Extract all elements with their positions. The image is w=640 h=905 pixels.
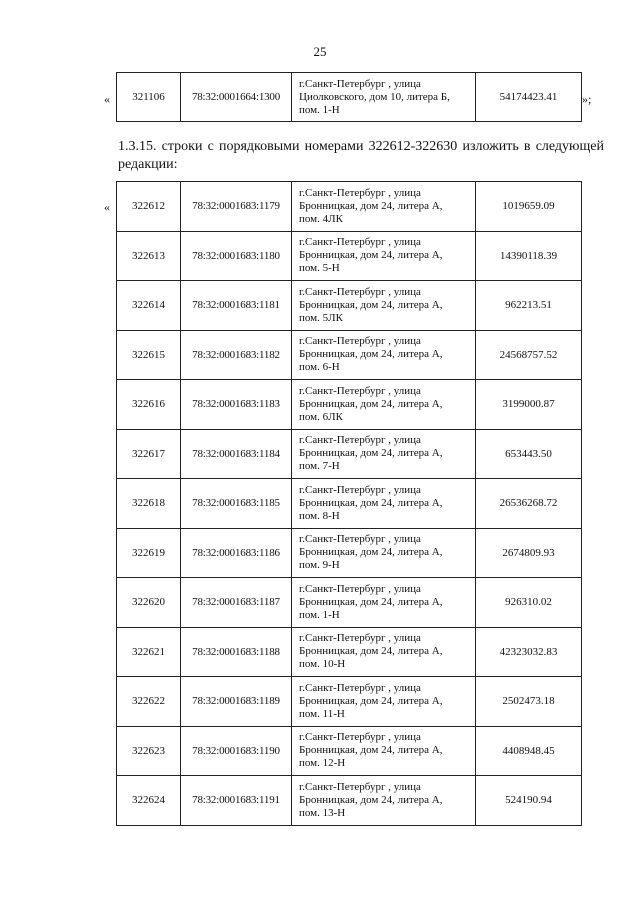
cadastral-value-cell: 524190.94: [476, 776, 582, 826]
address-line: Бронницкая, дом 24, литера А,: [299, 694, 443, 707]
table-body: [117, 182, 582, 826]
table-row: [117, 726, 582, 776]
address-cell: [292, 73, 476, 122]
cadastral-number-cell: 78:32:0001683:1180: [181, 231, 292, 281]
cadastral-value-cell: 2674809.93: [476, 528, 582, 578]
table-body: [117, 73, 582, 122]
cadastral-number-cell: 78:32:0001683:1179: [181, 182, 292, 232]
table-row: [117, 231, 582, 281]
address-line: пом. 7-Н: [299, 460, 340, 473]
table-row: [117, 528, 582, 578]
address-line: пом. 12-Н: [299, 757, 346, 770]
address-line: Бронницкая, дом 24, литера А,: [299, 348, 443, 361]
address-line: г.Санкт-Петербург , улица: [299, 632, 421, 645]
table-row: [117, 73, 582, 122]
address-line: Бронницкая, дом 24, литера А,: [299, 496, 443, 509]
cadastral-value-cell: 962213.51: [476, 281, 582, 331]
cadastral-value-cell: 26536268.72: [476, 479, 582, 529]
table-row: [117, 281, 582, 331]
property-table: [116, 181, 582, 826]
address-line: Бронницкая, дом 24, литера А,: [299, 793, 443, 806]
address-line: Бронницкая, дом 24, литера А,: [299, 447, 443, 460]
cadastral-number-cell: 78:32:0001664:1300: [181, 73, 292, 122]
address-cell: [292, 330, 476, 380]
address-line: г.Санкт-Петербург , улица: [299, 236, 421, 249]
address-cell: [292, 281, 476, 331]
cadastral-value-cell: 926310.02: [476, 578, 582, 628]
address-line: Бронницкая, дом 24, литера А,: [299, 397, 443, 410]
row-number-cell: 322624: [117, 776, 181, 826]
cadastral-value-cell: 2502473.18: [476, 677, 582, 727]
address-line: Бронницкая, дом 24, литера А,: [299, 595, 443, 608]
address-line: пом. 6ЛК: [299, 410, 343, 423]
cadastral-number-cell: 78:32:0001683:1189: [181, 677, 292, 727]
address-line: пом. 1-Н: [299, 608, 340, 621]
row-number-cell: 322618: [117, 479, 181, 529]
address-line: г.Санкт-Петербург , улица: [299, 285, 421, 298]
closing-quote: »;: [582, 92, 592, 106]
address-line: Бронницкая, дом 24, литера А,: [299, 645, 443, 658]
address-cell: [292, 231, 476, 281]
cadastral-number-cell: 78:32:0001683:1191: [181, 776, 292, 826]
row-number-cell: 322622: [117, 677, 181, 727]
cadastral-number-cell: 78:32:0001683:1190: [181, 726, 292, 776]
row-number-cell: 322620: [117, 578, 181, 628]
cadastral-number-cell: 78:32:0001683:1187: [181, 578, 292, 628]
table-row: [117, 776, 582, 826]
row-number-cell: 322612: [117, 182, 181, 232]
row-number-cell: 322623: [117, 726, 181, 776]
table-row: [117, 429, 582, 479]
address-cell: [292, 776, 476, 826]
row-number-cell: 321106: [117, 73, 181, 122]
address-line: г.Санкт-Петербург , улица: [299, 384, 421, 397]
row-number-cell: 322614: [117, 281, 181, 331]
table-row: [117, 677, 582, 727]
address-cell: [292, 627, 476, 677]
address-line: пом. 5ЛК: [299, 311, 343, 324]
table-row: [117, 330, 582, 380]
address-line: пом. 6-Н: [299, 361, 340, 374]
address-line: пом. 10-Н: [299, 658, 346, 671]
cadastral-value-cell: 3199000.87: [476, 380, 582, 430]
cadastral-number-cell: 78:32:0001683:1184: [181, 429, 292, 479]
table-row: [117, 627, 582, 677]
address-line: г.Санкт-Петербург , улица: [299, 533, 421, 546]
table-row: [117, 578, 582, 628]
address-cell: [292, 380, 476, 430]
cadastral-number-cell: 78:32:0001683:1185: [181, 479, 292, 529]
address-line: пом. 5-Н: [299, 262, 340, 275]
address-cell: [292, 182, 476, 232]
opening-quote: «: [104, 92, 110, 106]
cadastral-number-cell: 78:32:0001683:1183: [181, 380, 292, 430]
table-row: [117, 182, 582, 232]
address-cell: [292, 677, 476, 727]
address-line: г.Санкт-Петербург , улица: [299, 77, 421, 90]
address-line: пом. 1-Н: [299, 103, 340, 116]
row-number-cell: 322613: [117, 231, 181, 281]
page-number: 25: [313, 44, 327, 59]
row-number-cell: 322619: [117, 528, 181, 578]
address-cell: [292, 479, 476, 529]
cadastral-value-cell: 653443.50: [476, 429, 582, 479]
address-line: пом. 9-Н: [299, 559, 340, 572]
address-line: пом. 11-Н: [299, 707, 345, 720]
address-line: пом. 13-Н: [299, 806, 346, 819]
table-row: [117, 380, 582, 430]
address-line: пом. 8-Н: [299, 509, 340, 522]
address-line: г.Санкт-Петербург , улица: [299, 681, 421, 694]
address-line: г.Санкт-Петербург , улица: [299, 434, 421, 447]
amendment-paragraph: 1.3.15. строки с порядковыми номерами 322612-322630 изложить в следующей редакции:: [118, 139, 604, 172]
address-cell: [292, 528, 476, 578]
row-number-cell: 322616: [117, 380, 181, 430]
address-line: Циолковского, дом 10, литера Б,: [299, 90, 450, 103]
address-line: Бронницкая, дом 24, литера А,: [299, 546, 443, 559]
cadastral-number-cell: 78:32:0001683:1181: [181, 281, 292, 331]
cadastral-value-cell: 42323032.83: [476, 627, 582, 677]
address-line: Бронницкая, дом 24, литера А,: [299, 199, 443, 212]
cadastral-value-cell: 4408948.45: [476, 726, 582, 776]
cadastral-value-cell: 1019659.09: [476, 182, 582, 232]
address-cell: [292, 726, 476, 776]
row-number-cell: 322621: [117, 627, 181, 677]
address-line: г.Санкт-Петербург , улица: [299, 582, 421, 595]
cadastral-value-cell: 24568757.52: [476, 330, 582, 380]
address-line: пом. 4ЛК: [299, 212, 343, 225]
address-line: г.Санкт-Петербург , улица: [299, 186, 421, 199]
address-line: Бронницкая, дом 24, литера А,: [299, 744, 443, 757]
address-line: г.Санкт-Петербург , улица: [299, 335, 421, 348]
cadastral-value-cell: 54174423.41: [476, 73, 582, 122]
row-number-cell: 322617: [117, 429, 181, 479]
address-line: г.Санкт-Петербург , улица: [299, 731, 421, 744]
row-number-cell: 322615: [117, 330, 181, 380]
address-line: Бронницкая, дом 24, литера А,: [299, 298, 443, 311]
cadastral-value-cell: 14390118.39: [476, 231, 582, 281]
address-cell: [292, 429, 476, 479]
cadastral-number-cell: 78:32:0001683:1182: [181, 330, 292, 380]
address-line: г.Санкт-Петербург , улица: [299, 780, 421, 793]
cadastral-number-cell: 78:32:0001683:1186: [181, 528, 292, 578]
address-cell: [292, 578, 476, 628]
address-line: г.Санкт-Петербург , улица: [299, 483, 421, 496]
table-row: [117, 479, 582, 529]
opening-quote: «: [104, 200, 110, 214]
property-table-previous: [116, 72, 582, 122]
address-line: Бронницкая, дом 24, литера А,: [299, 249, 443, 262]
cadastral-number-cell: 78:32:0001683:1188: [181, 627, 292, 677]
